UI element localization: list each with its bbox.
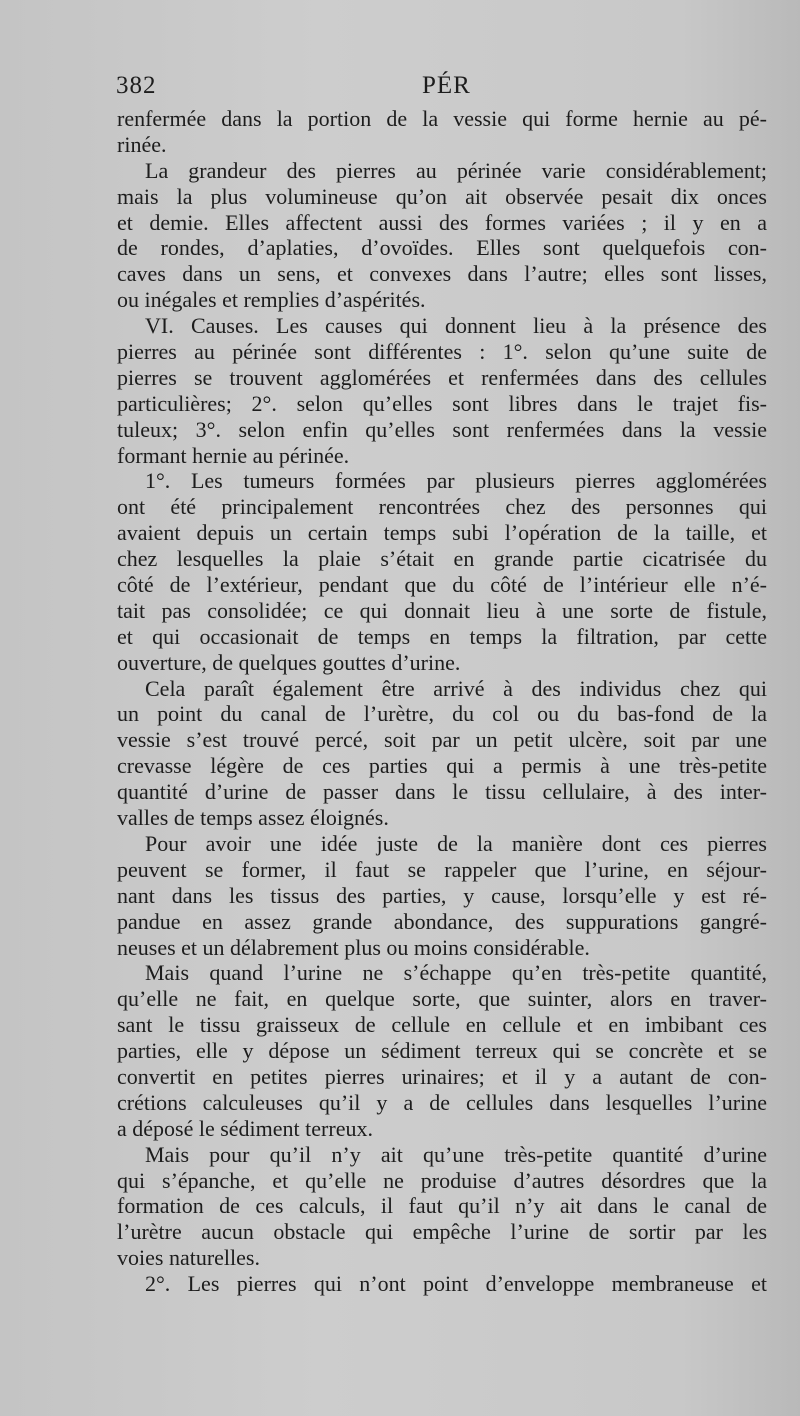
text-line: a déposé le sédiment terreux. — [117, 1115, 373, 1141]
text-line: qu’elle ne fait, en quelque sorte, que suinter, alors en traver- — [117, 986, 767, 1012]
text-line: voies naturelles. — [117, 1245, 260, 1271]
text-line: l’urètre aucun obstacle qui empêche l’urine de sortir par les — [117, 1219, 767, 1245]
text-line: particulières; 2°. selon qu’elles sont libres dans le trajet fis- — [117, 390, 767, 416]
text-line: tait pas consolidée; ce qui donnait lieu à une sorte de fistule, — [117, 597, 767, 623]
text-line: Cela paraît également être arrivé à des individus chez qui — [145, 675, 767, 701]
text-line: qui s’épanche, et qu’elle ne produise d’autres désordres que la — [117, 1167, 767, 1193]
text-line: 1°. Les tumeurs formées par plusieurs pierres agglomérées — [145, 468, 767, 494]
text-line: vessie s’est trouvé percé, soit par un petit ulcère, soit par une — [117, 727, 767, 753]
text-line: rinée. — [117, 131, 167, 157]
text-line: tuleux; 3°. selon enfin qu’elles sont renfermées dans la vessie — [117, 416, 767, 442]
text-line: côté de l’extérieur, pendant que du côté de l’intérieur elle n’é- — [117, 572, 767, 598]
text-line: pandue en assez grande abondance, des suppurations gangré- — [117, 908, 767, 934]
text-line: caves dans un sens, et convexes dans l’autre; elles sont lisses, — [117, 261, 767, 287]
text-line: convertit en petites pierres urinaires; et il y a autant de con- — [117, 1063, 767, 1089]
text-line: crevasse légère de ces parties qui a permis à une très-petite — [117, 753, 767, 779]
text-line: formant hernie au périnée. — [117, 442, 350, 468]
text-line: et demie. Elles affectent aussi des formes variées ; il y en a — [117, 209, 767, 235]
text-line: renfermée dans la portion de la vessie qui forme hernie au pé- — [117, 106, 767, 131]
text-line: sant le tissu graisseux de cellule en cellule et en imbibant ces — [117, 1012, 767, 1038]
text-line: avaient depuis un certain temps subi l’opération de la taille, et — [117, 520, 767, 546]
text-line: neuses et un délabrement plus ou moins considérable. — [117, 934, 590, 960]
text-line: La grandeur des pierres au périnée varie considérablement; — [145, 157, 767, 183]
text-line: ont été principalement rencontrées chez des personnes qui — [117, 494, 767, 520]
body-text — [117, 106, 767, 1297]
text-line: chez lesquelles la plaie s’était en grande partie cicatrisée du — [117, 546, 767, 572]
text-line: mais la plus volumineuse qu’on ait observée pesait dix onces — [117, 183, 767, 209]
text-line: valles de temps assez éloignés. — [117, 805, 389, 831]
text-line: nant dans les tissus des parties, y cause, lorsqu’elle y est ré- — [117, 882, 767, 908]
text-line: pierres au périnée sont différentes : 1°. selon qu’une suite de — [117, 339, 767, 365]
text-line: parties, elle y dépose un sédiment terreux qui se concrète et se — [117, 1038, 767, 1064]
text-line: VI. Causes. Les causes qui donnent lieu à la présence des — [145, 313, 767, 339]
page-header — [116, 72, 766, 106]
text-line: formation de ces calculs, il faut qu’il n’y ait dans le canal de — [117, 1193, 767, 1219]
text-line: Mais quand l’urine ne s’échappe qu’en très-petite quantité, — [145, 960, 767, 986]
text-line: quantité d’urine de passer dans le tissu cellulaire, à des inter- — [117, 779, 767, 805]
text-line: 2°. Les pierres qui n’ont point d’enveloppe membraneuse et — [145, 1271, 767, 1297]
page-number: 382 — [116, 72, 157, 99]
text-line: un point du canal de l’urètre, du col ou du bas-fond de la — [117, 701, 767, 727]
text-line: crétions calculeuses qu’il y a de cellules dans lesquelles l’urine — [117, 1089, 767, 1115]
text-line: peuvent se former, il faut se rappeler que l’urine, en séjour- — [117, 856, 767, 882]
text-line: pierres se trouvent agglomérées et renfermées dans des cellules — [117, 364, 767, 390]
text-line: et qui occasionait de temps en temps la filtration, par cette — [117, 623, 767, 649]
text-line: Pour avoir une idée juste de la manière dont ces pierres — [145, 830, 767, 856]
text-line: de rondes, d’aplaties, d’ovoïdes. Elles sont quelquefois con- — [117, 235, 767, 261]
text-line: ou inégales et remplies d’aspérités. — [117, 287, 426, 313]
text-line: Mais pour qu’il n’y ait qu’une très-petite quantité d’urine — [145, 1141, 767, 1167]
running-title: PÉR — [422, 72, 471, 99]
text-line: ouverture, de quelques gouttes d’urine. — [117, 649, 461, 675]
